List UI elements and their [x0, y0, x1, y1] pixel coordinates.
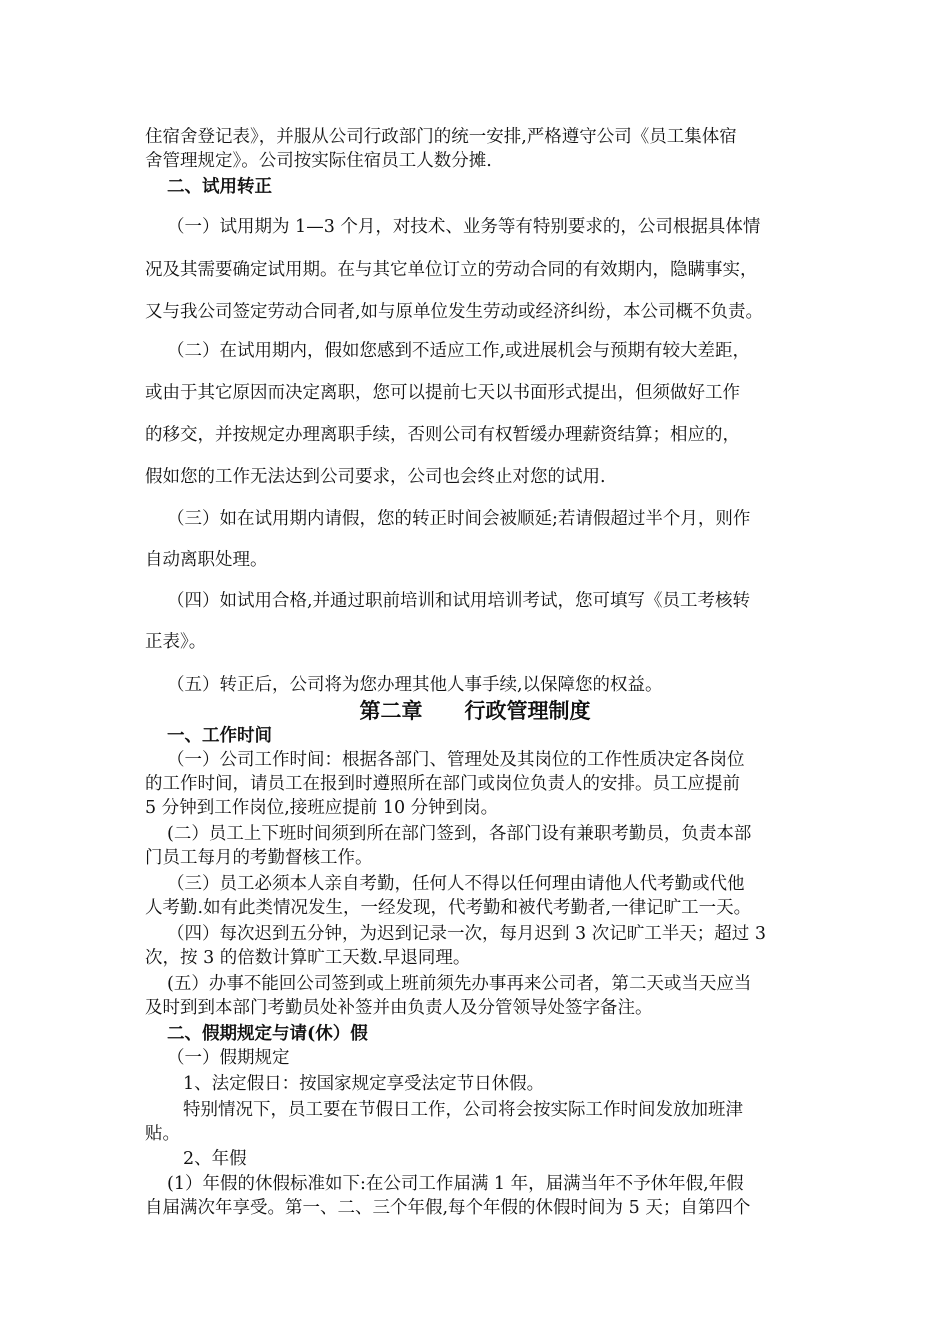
text-line: 贴。 — [145, 1124, 180, 1144]
text-line: 人考勤.如有此类情况发生，一经发现，代考勤和被代考勤者,一律记旷工一天。 — [145, 898, 752, 918]
text-line: 正表》。 — [145, 632, 207, 652]
text-line: （四）如试用合格,并通过职前培训和试用培训考试，您可填写《员工考核转 — [167, 591, 751, 611]
text-line: （二）在试用期内，假如您感到不适应工作,或进展机会与预期有较大差距， — [167, 341, 751, 361]
text-line: 及时到到本部门考勤员处补签并由负责人及分管领导处签字备注。 — [145, 998, 653, 1018]
text-line: 假如您的工作无法达到公司要求，公司也会终止对您的试用. — [145, 467, 606, 487]
text-line: 自届满次年享受。第一、二、三个年假,每个年假的休假时间为 5 天；自第四个 — [145, 1198, 751, 1218]
text-line: 1、法定假日：按国家规定享受法定节日休假。 — [183, 1074, 545, 1094]
text-line: 2、年假 — [183, 1149, 247, 1169]
text-line: 的移交，并按规定办理离职手续，否则公司有权暂缓办理薪资结算；相应的， — [145, 425, 740, 445]
text-line: （四）每次迟到五分钟，为迟到记录一次，每月迟到 3 次记旷工半天；超过 3 — [167, 924, 766, 944]
text-line: 5 分钟到工作岗位,接班应提前 10 分钟到岗。 — [145, 798, 499, 818]
text-line: 自动离职处理。 — [145, 550, 268, 570]
text-line: （三）员工必须本人亲自考勤，任何人不得以任何理由请他人代考勤或代他 — [167, 874, 745, 894]
text-line: 特别情况下，员工要在节假日工作，公司将会按实际工作时间发放加班津 — [183, 1100, 743, 1120]
text-line: 舍管理规定》。公司按实际住宿员工人数分摊. — [145, 151, 492, 171]
text-line: （一）试用期为 1—3 个月，对技术、业务等有特别要求的，公司根据具体情 — [167, 217, 761, 237]
section-heading: 二、假期规定与请(休）假 — [167, 1024, 368, 1044]
section-heading: 一、工作时间 — [167, 726, 272, 746]
text-line: （三）如在试用期内请假，您的转正时间会被顺延;若请假超过半个月，则作 — [167, 509, 751, 529]
text-line: （五）转正后，公司将为您办理其他人事手续,以保障您的权益。 — [167, 675, 663, 695]
text-line: 或由于其它原因而决定离职，您可以提前七天以书面形式提出，但须做好工作 — [145, 383, 740, 403]
text-line: 次，按 3 的倍数计算旷工天数.早退同理。 — [145, 948, 471, 968]
text-line: 的工作时间，请员工在报到时遵照所在部门或岗位负责人的安排。员工应提前 — [145, 774, 740, 794]
text-line: 门员工每月的考勤督核工作。 — [145, 848, 373, 868]
section-heading: 二、试用转正 — [167, 177, 272, 197]
text-line: 又与我公司签定劳动合同者,如与原单位发生劳动或经济纠纷，本公司概不负责。 — [145, 302, 764, 322]
text-line: 况及其需要确定试用期。在与其它单位订立的劳动合同的有效期内，隐瞒事实， — [145, 260, 758, 280]
text-line: (1）年假的休假标准如下:在公司工作届满 1 年，届满当年不予休年假,年假 — [167, 1174, 744, 1194]
text-line: (二）员工上下班时间须到所在部门签到，各部门设有兼职考勤员，负责本部 — [167, 824, 752, 844]
text-line: （一）公司工作时间：根据各部门、管理处及其岗位的工作性质决定各岗位 — [167, 750, 745, 770]
text-line: （一）假期规定 — [167, 1048, 290, 1068]
chapter-title: 第二章 行政管理制度 — [359, 698, 591, 723]
text-line: (五）办事不能回公司签到或上班前须先办事再来公司者，第二天或当天应当 — [167, 974, 752, 994]
text-line: 住宿舍登记表》，并服从公司行政部门的统一安排,严格遵守公司《员工集体宿 — [145, 127, 737, 147]
